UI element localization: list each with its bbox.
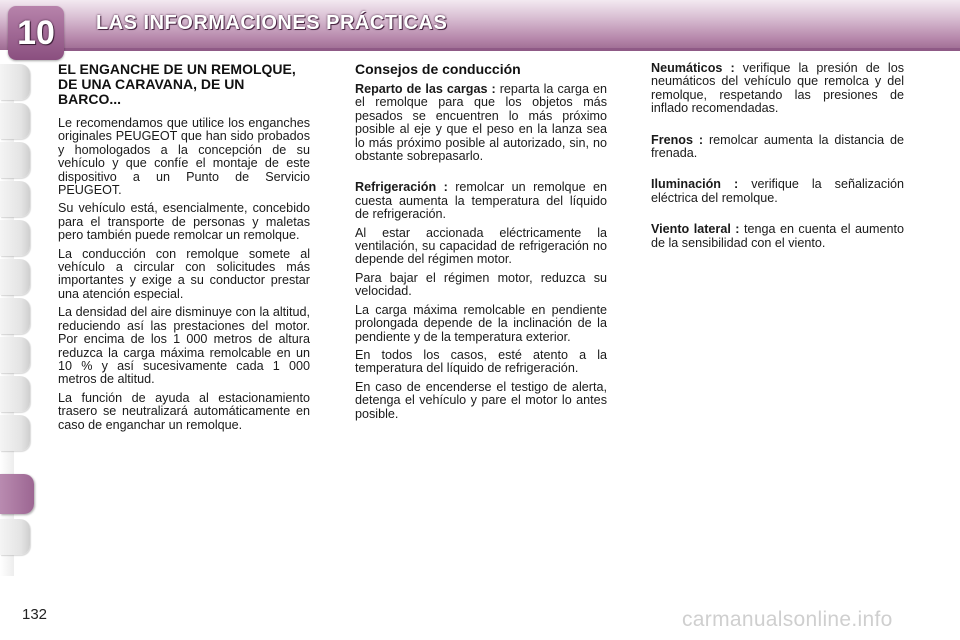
crosswind-paragraph xyxy=(651,223,904,250)
page-number: 132 xyxy=(22,606,48,623)
page-title: LAS INFORMACIONES PRÁCTICAS xyxy=(96,12,448,34)
chapter-tab-active[interactable] xyxy=(0,474,34,514)
body-paragraph: En todos los casos, esté atento a la temperatura del líquido de refrigeración. xyxy=(355,347,607,376)
chapter-number: 10 xyxy=(17,13,55,52)
chapter-tab[interactable] xyxy=(0,519,30,555)
body-paragraph: La función de ayuda al estacionamiento trasero se neutralizará automáticamente en caso de enganchar un remolque. xyxy=(58,390,310,432)
chapter-badge xyxy=(8,6,64,60)
brakes-paragraph xyxy=(651,134,904,161)
header-divider xyxy=(40,48,960,51)
column-checks xyxy=(651,62,904,255)
tyres-text: verifique la presión de los neumáticos del vehículo que remolca y del remolque, respetando las presiones de inflado recomendadas. xyxy=(651,61,904,116)
chapter-tab[interactable] xyxy=(0,64,30,100)
chapter-tab[interactable] xyxy=(0,415,30,451)
cooling-text: remolcar un remolque en cuesta aumenta la temperatura del líquido de refrigeración. xyxy=(355,180,607,222)
chapter-tabs xyxy=(0,64,34,576)
chapter-tab[interactable] xyxy=(0,259,30,295)
chapter-tab[interactable] xyxy=(0,181,30,217)
lighting-text: verifique la señalización eléctrica del remolque. xyxy=(651,177,904,205)
tyres-paragraph xyxy=(651,62,904,116)
chapter-tab[interactable] xyxy=(0,298,30,334)
column-towing xyxy=(58,62,310,437)
chapter-tab[interactable] xyxy=(0,220,30,256)
body-paragraph: Al estar accionada eléctricamente la ventilación, su capacidad de refrigeración no depende del régimen motor. xyxy=(355,225,607,267)
body-paragraph: La carga máxima remolcable en pendiente prolongada depende de la inclinación de la pendiente y de la temperatura exterior. xyxy=(355,302,607,344)
body-paragraph: En caso de encenderse el testigo de alerta, detenga el vehículo y pare el motor lo antes posible. xyxy=(355,379,607,421)
lighting-label: Iluminación : xyxy=(651,177,739,192)
body-paragraph: Para bajar el régimen motor, reduzca su velocidad. xyxy=(355,270,607,299)
crosswind-text: tenga en cuenta el aumento de la sensibilidad con el viento. xyxy=(651,222,904,250)
column-driving-advice xyxy=(355,62,607,426)
load-distribution-paragraph xyxy=(355,83,607,163)
chapter-tab[interactable] xyxy=(0,142,30,178)
cooling-paragraph xyxy=(355,181,607,221)
watermark: carmanualsonline.info xyxy=(682,608,893,631)
brakes-text: remolcar aumenta la distancia de frenada. xyxy=(651,132,904,161)
brakes-label: Frenos : xyxy=(651,132,704,147)
chapter-tab[interactable] xyxy=(0,337,30,373)
body-paragraph: Su vehículo está, esencialmente, concebido para el transporte de personas y maletas pero también puede remolcar un remolque. xyxy=(58,201,310,243)
chapter-tab[interactable] xyxy=(0,376,30,412)
lighting-paragraph xyxy=(651,178,904,205)
body-paragraph: Le recomendamos que utilice los enganches originales PEUGEOT que han sido probados y homologados a la concepción de su vehículo y que confíe el montaje de este dispositivo a un Punto de Servicio PEUGEOT. xyxy=(58,116,310,198)
crosswind-label: Viento lateral : xyxy=(651,222,740,237)
towing-heading: EL ENGANCHE DE UN REMOLQUE, DE UNA CARAVANA, DE UN BARCO... xyxy=(58,61,296,107)
driving-advice-heading: Consejos de conducción xyxy=(355,61,521,77)
body-paragraph: La densidad del aire disminuye con la altitud, reduciendo así las prestaciones del motor. Por encima de los 1 000 metros de altura reduzca la carga máxima remolcable en un 10 % y así sucesivamente cada 1 000 metros de altitud. xyxy=(58,305,310,387)
load-distribution-text: reparta la carga en el remolque para que los objetos más pesados se encuentren lo más próximo posible al eje y que el peso en la lanza sea lo más próximo posible al autorizado, sin, no obstante sobrepasarlo. xyxy=(355,82,607,164)
chapter-tab[interactable] xyxy=(0,103,30,139)
tyres-label: Neumáticos : xyxy=(651,61,735,75)
body-paragraph: La conducción con remolque somete al vehículo a circular con solicitudes más importantes y exige a su conductor prestar una atención especial. xyxy=(58,246,310,301)
load-distribution-label: Reparto de las cargas : xyxy=(355,82,496,96)
cooling-label: Refrigeración : xyxy=(355,180,448,195)
